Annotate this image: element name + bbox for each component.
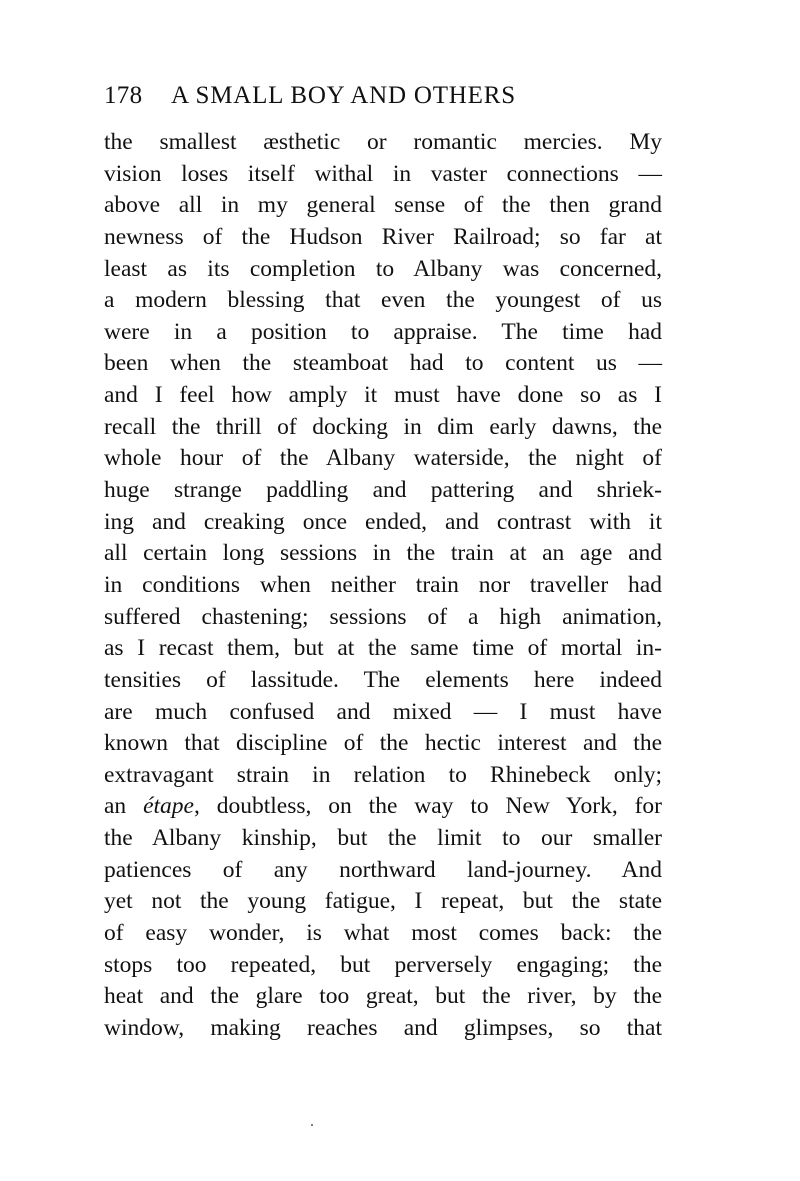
- text-line: are much confused and mixed — I must have: [104, 698, 662, 725]
- body-text: [104, 127, 662, 1045]
- running-head: [104, 78, 664, 114]
- text-line: least as its completion to Albany was concerned,: [104, 255, 662, 282]
- text-line: been when the steamboat had to content us —: [104, 350, 662, 377]
- text-line: huge strange paddling and pattering and shriek-: [104, 477, 662, 504]
- text-line: yet not the young fatigue, I repeat, but the state: [104, 888, 662, 915]
- text-line: extravagant strain in relation to Rhinebeck only;: [104, 761, 662, 788]
- text-line: window, making reaches and glimpses, so that: [104, 1014, 662, 1041]
- text-line: of easy wonder, is what most comes back: the: [104, 920, 662, 947]
- text-line: the Albany kinship, but the limit to our smaller: [104, 825, 662, 852]
- text-line: recall the thrill of docking in dim early dawns, the: [104, 413, 662, 440]
- text-line: vision loses itself withal in vaster connections —: [104, 160, 662, 187]
- text-line: known that discipline of the hectic interest and the: [104, 730, 662, 757]
- text-line: the smallest æsthetic or romantic mercies. My: [104, 129, 662, 155]
- text-line: newness of the Hudson River Railroad; so far at: [104, 223, 662, 250]
- text-line: tensities of lassitude. The elements here indeed: [104, 666, 662, 693]
- text-line: ing and creaking once ended, and contrast with it: [104, 508, 662, 535]
- text-line: patiences of any northward land-journey. And: [104, 856, 662, 883]
- text-line: and I feel how amply it must have done so as I: [104, 382, 662, 409]
- italic-word: étape: [143, 793, 194, 820]
- text-line: whole hour of the Albany waterside, the night of: [104, 445, 662, 472]
- text-line: as I recast them, but at the same time of mortal in-: [104, 635, 662, 662]
- text-line: stops too repeated, but perversely engaging; the: [104, 951, 662, 978]
- book-title: A SMALL BOY AND OTHERS: [170, 82, 516, 109]
- text-line: an étape, doubtless, on the way to New York, for: [104, 793, 662, 820]
- text-line: were in a position to appraise. The time had: [104, 318, 662, 345]
- text-line: above all in my general sense of the then grand: [104, 192, 662, 219]
- text-line: all certain long sessions in the train at an age and: [104, 540, 662, 567]
- text-line: in conditions when neither train nor traveller had: [104, 571, 662, 598]
- text-line: a modern blessing that even the youngest of us: [104, 287, 662, 314]
- text-line: heat and the glare too great, but the river, by the: [104, 983, 662, 1010]
- text-line: suffered chastening; sessions of a high animation,: [104, 603, 662, 630]
- page-number: 178: [104, 82, 143, 109]
- print-speck: [311, 1124, 313, 1126]
